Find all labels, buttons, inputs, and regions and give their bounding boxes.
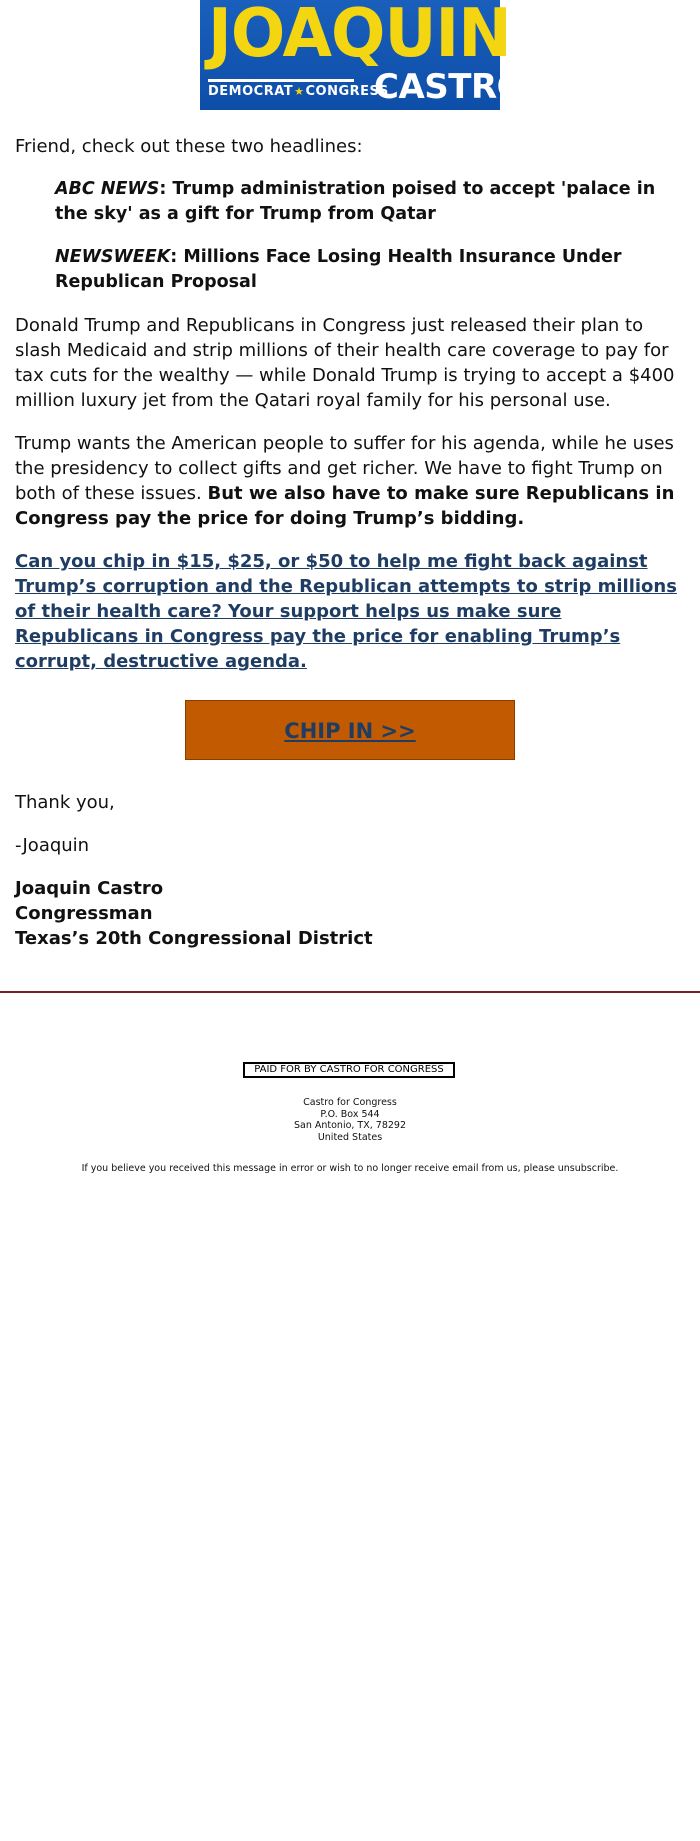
headline-source: ABC NEWS <box>55 179 160 199</box>
logo-party: DEMOCRAT <box>208 84 294 99</box>
signature-title: Congressman <box>15 903 153 924</box>
texas-star-icon: ★ <box>294 85 305 98</box>
body-paragraph-1: Donald Trump and Republicans in Congress just released their plan to slash Medicaid and strip millions of their health care coverage to pay for tax cuts for the wealthy — while Donald Trump is trying to accept a $400 million luxury jet from the Qatari royal family for his personal use. <box>15 315 675 411</box>
headline-item <box>55 177 685 227</box>
address-org: Castro for Congress <box>303 1097 397 1108</box>
logo-first-name: JOAQUIN <box>208 0 511 73</box>
signature-name: Joaquin Castro <box>15 878 164 899</box>
footer-divider <box>0 991 700 993</box>
logo-surname: CASTRO <box>374 67 526 107</box>
thanks-text: Thank you, <box>15 792 115 813</box>
body-paragraph-2-bold: But we also have to make sure Republicans in Congress pay the price for doing Trump’s bidding. <box>15 483 675 529</box>
email-body <box>15 134 685 951</box>
address-po-box: P.O. Box 544 <box>320 1108 380 1120</box>
mailing-address <box>0 1097 700 1143</box>
logo-rule <box>208 79 354 82</box>
logo-party-line <box>208 83 389 101</box>
intro-text: Friend, check out these two headlines: <box>15 136 363 157</box>
signature-block <box>15 876 685 951</box>
body-paragraph-2-text: Trump wants the American people to suffer for his agenda, while he uses the presidency to collect gifts and get richer. We have to fight Trump on both of these issues. <box>15 433 674 504</box>
headline-text: : Trump administration poised to accept 'palace in the sky' as a gift for Trump from Qatar <box>55 179 656 224</box>
paid-for-disclaimer: PAID FOR BY CASTRO FOR CONGRESS <box>243 1062 455 1078</box>
chip-in-button[interactable]: CHIP IN >> <box>185 700 515 760</box>
donation-ask-link[interactable]: Can you chip in $15, $25, or $50 to help me fight back against Trump’s corruption and the Republican attempts to strip millions of their health care? Your support helps us make sure Republicans in Congress pay the price for enabling Trump’s corrupt, destructive agenda. <box>15 551 677 672</box>
signature-district: Texas’s 20th Congressional District <box>15 928 373 949</box>
headline-source: NEWSWEEK <box>55 247 171 267</box>
signoff-text: -Joaquin <box>15 835 90 856</box>
campaign-logo <box>200 0 526 110</box>
headline-item <box>55 245 685 295</box>
unsubscribe-notice[interactable]: If you believe you received this message in error or wish to no longer receive email from us, please unsubscribe. <box>81 1163 619 1174</box>
body-paragraph-2 <box>15 431 685 531</box>
headline-text: : Millions Face Losing Health Insurance Under Republican Proposal <box>55 247 622 292</box>
address-city: San Antonio, TX, 78292 <box>293 1120 407 1131</box>
address-country: United States <box>317 1131 383 1143</box>
logo-office: CONGRESS <box>305 84 389 99</box>
cta-wrapper <box>15 700 685 760</box>
